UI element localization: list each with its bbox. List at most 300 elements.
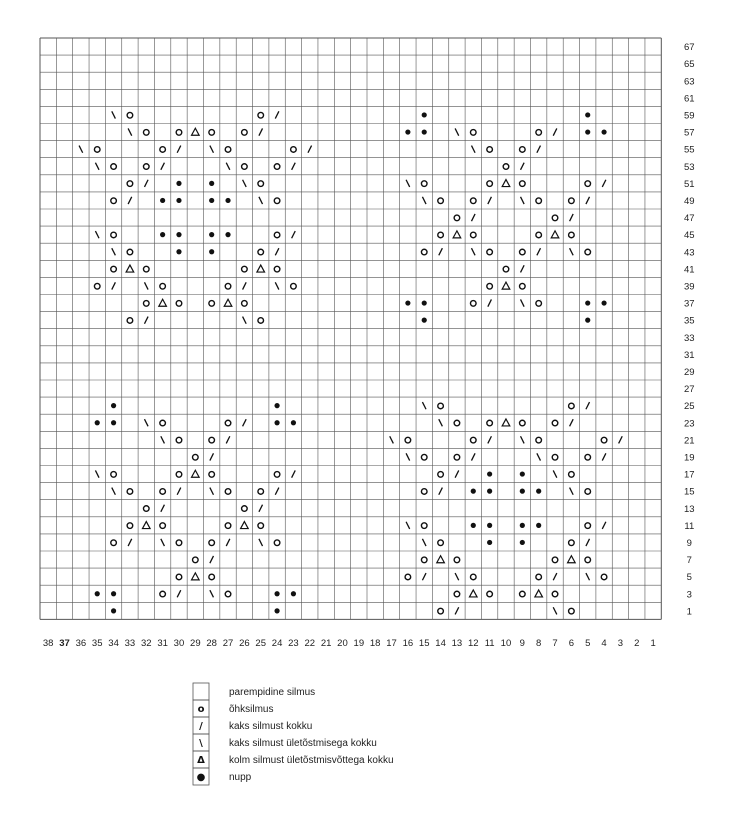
bobble-symbol bbox=[209, 198, 214, 203]
ssk-symbol bbox=[422, 402, 426, 409]
bobble-symbol bbox=[111, 608, 116, 613]
k2tog-symbol bbox=[471, 453, 475, 460]
yarn-over-symbol bbox=[536, 198, 542, 204]
yarn-over-symbol bbox=[127, 489, 133, 495]
yarn-over-symbol bbox=[225, 283, 231, 289]
sk2p-symbol bbox=[192, 573, 200, 580]
ssk-symbol bbox=[471, 248, 475, 255]
yarn-over-symbol bbox=[536, 232, 542, 238]
yarn-over-symbol bbox=[111, 266, 117, 272]
ssk-symbol bbox=[210, 488, 214, 495]
yarn-over-symbol bbox=[520, 181, 526, 187]
bobble-symbol bbox=[95, 420, 100, 425]
column-label: 30 bbox=[173, 638, 185, 649]
bobble-symbol bbox=[520, 523, 525, 528]
ssk-symbol bbox=[570, 488, 574, 495]
bobble-symbol bbox=[520, 471, 525, 476]
column-label: 25 bbox=[255, 638, 267, 649]
sk2p-symbol bbox=[126, 265, 134, 272]
yarn-over-symbol bbox=[503, 266, 509, 272]
k2tog-symbol bbox=[226, 436, 230, 443]
yarn-over-symbol bbox=[536, 301, 542, 307]
k2tog-symbol bbox=[602, 453, 606, 460]
bobble-symbol bbox=[422, 300, 427, 305]
yarn-over-symbol bbox=[552, 557, 558, 563]
row-label: 39 bbox=[684, 281, 695, 293]
sk2p-symbol bbox=[142, 522, 150, 529]
yarn-over-symbol bbox=[438, 232, 444, 238]
bobble-symbol bbox=[291, 420, 296, 425]
ssk-symbol bbox=[259, 197, 263, 204]
yarn-over-symbol bbox=[94, 147, 100, 153]
k2tog-symbol bbox=[292, 470, 296, 477]
yarn-over-symbol bbox=[258, 181, 264, 187]
ssk-symbol bbox=[243, 180, 247, 187]
yarn-over-symbol bbox=[520, 591, 526, 597]
k2tog-symbol bbox=[586, 402, 590, 409]
yarn-over-symbol bbox=[585, 523, 591, 529]
yarn-over-symbol bbox=[242, 266, 248, 272]
yarn-over-symbol bbox=[143, 130, 149, 136]
k2tog-symbol bbox=[308, 146, 312, 153]
row-label: 51 bbox=[684, 178, 695, 190]
k2tog-symbol bbox=[586, 539, 590, 546]
yarn-over-symbol bbox=[421, 181, 427, 187]
yarn-over-symbol bbox=[274, 266, 280, 272]
column-label: 19 bbox=[353, 638, 365, 649]
row-label: 31 bbox=[684, 349, 695, 361]
ssk-symbol bbox=[161, 436, 165, 443]
yarn-over-symbol bbox=[438, 608, 444, 614]
yarn-over-symbol bbox=[454, 557, 460, 563]
k2tog-symbol bbox=[210, 453, 214, 460]
k2tog-symbol bbox=[161, 505, 165, 512]
yarn-over-symbol bbox=[536, 574, 542, 580]
row-label: 13 bbox=[684, 503, 695, 515]
bobble-symbol bbox=[520, 540, 525, 545]
yarn-over-symbol bbox=[569, 198, 575, 204]
column-label: 35 bbox=[91, 638, 103, 649]
column-label: 37 bbox=[59, 638, 70, 649]
yarn-over-symbol bbox=[111, 164, 117, 170]
row-label: 11 bbox=[684, 520, 695, 532]
yarn-over-symbol bbox=[143, 301, 149, 307]
bobble-symbol bbox=[520, 489, 525, 494]
bobble-symbol bbox=[422, 318, 427, 323]
ssk-symbol bbox=[161, 539, 165, 546]
yarn-over-symbol bbox=[569, 540, 575, 546]
yarn-over-symbol bbox=[438, 403, 444, 409]
yarn-over-symbol bbox=[520, 249, 526, 255]
row-label: 45 bbox=[684, 230, 695, 242]
yarn-over-symbol bbox=[503, 164, 509, 170]
column-label: 24 bbox=[271, 638, 283, 649]
yarn-over-symbol bbox=[127, 181, 133, 187]
bobble-symbol bbox=[95, 591, 100, 596]
legend-label-sk2p: kolm silmust ületõstmisvõttega kokku bbox=[229, 755, 394, 766]
row-label: 41 bbox=[684, 264, 695, 276]
column-label: 34 bbox=[108, 638, 119, 649]
column-label: 7 bbox=[552, 638, 558, 649]
row-label: 35 bbox=[684, 315, 695, 327]
k2tog-symbol bbox=[292, 231, 296, 238]
ssk-symbol bbox=[112, 488, 116, 495]
k2tog-symbol bbox=[488, 436, 492, 443]
yarn-over-symbol bbox=[242, 506, 248, 512]
ssk-symbol bbox=[112, 111, 116, 118]
yarn-over-symbol bbox=[160, 420, 166, 426]
yarn-over-symbol bbox=[487, 249, 493, 255]
row-label: 67 bbox=[684, 42, 695, 54]
column-label: 18 bbox=[369, 638, 381, 649]
column-label: 22 bbox=[304, 638, 316, 649]
yarn-over-symbol bbox=[487, 181, 493, 187]
row-label: 57 bbox=[684, 127, 695, 139]
yarn-over-symbol bbox=[438, 472, 444, 478]
yarn-over-symbol bbox=[176, 301, 182, 307]
yarn-over-symbol bbox=[193, 557, 199, 563]
legend-glyph-ssk: \ bbox=[199, 738, 203, 750]
sk2p-symbol bbox=[568, 556, 576, 563]
yarn-over-symbol bbox=[176, 130, 182, 136]
column-label: 11 bbox=[484, 638, 495, 649]
bobble-symbol bbox=[471, 523, 476, 528]
k2tog-symbol bbox=[602, 180, 606, 187]
yarn-over-symbol bbox=[242, 301, 248, 307]
column-label: 26 bbox=[239, 638, 250, 649]
ssk-symbol bbox=[439, 419, 443, 426]
yarn-over-symbol bbox=[470, 574, 476, 580]
ssk-symbol bbox=[226, 163, 230, 170]
column-label: 8 bbox=[536, 638, 542, 649]
yarn-over-symbol bbox=[470, 130, 476, 136]
bobble-symbol bbox=[601, 129, 606, 134]
yarn-over-symbol bbox=[274, 540, 280, 546]
yarn-over-symbol bbox=[470, 437, 476, 443]
ssk-symbol bbox=[422, 197, 426, 204]
column-label: 12 bbox=[467, 638, 479, 649]
legend-label-ssk: kaks silmust ületõstmisega kokku bbox=[229, 738, 377, 749]
yarn-over-symbol bbox=[127, 523, 133, 529]
column-label: 16 bbox=[402, 638, 414, 649]
yarn-over-symbol bbox=[291, 283, 297, 289]
yarn-over-symbol bbox=[569, 472, 575, 478]
k2tog-symbol bbox=[488, 197, 492, 204]
column-label: 21 bbox=[320, 638, 332, 649]
bobble-symbol bbox=[422, 129, 427, 134]
bobble-symbol bbox=[225, 232, 230, 237]
column-label: 23 bbox=[288, 638, 299, 649]
k2tog-symbol bbox=[521, 265, 525, 272]
bobble-symbol bbox=[160, 198, 165, 203]
yarn-over-symbol bbox=[585, 557, 591, 563]
row-label: 33 bbox=[684, 332, 695, 344]
ssk-symbol bbox=[406, 522, 410, 529]
legend-glyph-bobble: ● bbox=[196, 772, 206, 784]
k2tog-symbol bbox=[275, 488, 279, 495]
yarn-over-symbol bbox=[585, 489, 591, 495]
yarn-over-symbol bbox=[225, 523, 231, 529]
ssk-symbol bbox=[471, 146, 475, 153]
ssk-symbol bbox=[95, 231, 99, 238]
yarn-over-symbol bbox=[454, 591, 460, 597]
yarn-over-symbol bbox=[487, 591, 493, 597]
yarn-over-symbol bbox=[274, 472, 280, 478]
yarn-over-symbol bbox=[569, 608, 575, 614]
row-label: 59 bbox=[684, 110, 695, 122]
sk2p-symbol bbox=[502, 180, 510, 187]
sk2p-symbol bbox=[502, 419, 510, 426]
ssk-symbol bbox=[95, 163, 99, 170]
legend-label-k2tog: kaks silmust kokku bbox=[229, 721, 313, 732]
yarn-over-symbol bbox=[569, 232, 575, 238]
k2tog-symbol bbox=[439, 248, 443, 255]
column-label: 1 bbox=[650, 638, 656, 649]
column-label: 4 bbox=[601, 638, 607, 649]
ssk-symbol bbox=[553, 607, 557, 614]
legend-label-knit: parempidine silmus bbox=[229, 687, 316, 698]
yarn-over-symbol bbox=[209, 540, 215, 546]
row-label: 15 bbox=[684, 486, 695, 498]
legend-label-bobble: nupp bbox=[229, 772, 252, 783]
row-label: 17 bbox=[684, 469, 695, 481]
yarn-over-symbol bbox=[421, 523, 427, 529]
yarn-over-symbol bbox=[143, 506, 149, 512]
column-label: 27 bbox=[222, 638, 234, 649]
k2tog-symbol bbox=[243, 419, 247, 426]
yarn-over-symbol bbox=[421, 557, 427, 563]
ssk-symbol bbox=[79, 146, 83, 153]
row-number-labels bbox=[684, 42, 695, 617]
column-label: 9 bbox=[519, 638, 525, 649]
bobble-symbol bbox=[585, 112, 590, 117]
bobble-symbol bbox=[209, 249, 214, 254]
k2tog-symbol bbox=[275, 111, 279, 118]
k2tog-symbol bbox=[521, 163, 525, 170]
bobble-symbol bbox=[487, 489, 492, 494]
ssk-symbol bbox=[275, 282, 279, 289]
sk2p-symbol bbox=[192, 128, 200, 135]
bobble-symbol bbox=[176, 181, 181, 186]
yarn-over-symbol bbox=[585, 181, 591, 187]
yarn-over-symbol bbox=[585, 249, 591, 255]
yarn-over-symbol bbox=[160, 591, 166, 597]
column-number-labels bbox=[43, 638, 656, 649]
sk2p-symbol bbox=[502, 282, 510, 289]
bobble-symbol bbox=[274, 420, 279, 425]
row-label: 5 bbox=[686, 572, 692, 584]
yarn-over-symbol bbox=[274, 198, 280, 204]
k2tog-symbol bbox=[177, 146, 181, 153]
yarn-over-symbol bbox=[552, 215, 558, 221]
yarn-over-symbol bbox=[111, 540, 117, 546]
k2tog-symbol bbox=[553, 128, 557, 135]
ssk-symbol bbox=[128, 128, 132, 135]
column-label: 31 bbox=[157, 638, 168, 649]
yarn-over-symbol bbox=[487, 283, 493, 289]
k2tog-symbol bbox=[602, 522, 606, 529]
row-label: 37 bbox=[684, 298, 695, 310]
row-label: 21 bbox=[684, 435, 695, 447]
row-label: 19 bbox=[684, 452, 695, 464]
bobble-symbol bbox=[471, 489, 476, 494]
ssk-symbol bbox=[95, 470, 99, 477]
k2tog-symbol bbox=[455, 470, 459, 477]
sk2p-symbol bbox=[192, 470, 200, 477]
k2tog-symbol bbox=[144, 317, 148, 324]
yarn-over-symbol bbox=[127, 112, 133, 118]
yarn-over-symbol bbox=[111, 472, 117, 478]
bobble-symbol bbox=[274, 591, 279, 596]
yarn-over-symbol bbox=[209, 574, 215, 580]
k2tog-symbol bbox=[553, 573, 557, 580]
bobble-symbol bbox=[111, 403, 116, 408]
yarn-over-symbol bbox=[143, 266, 149, 272]
bobble-symbol bbox=[422, 112, 427, 117]
row-label: 65 bbox=[684, 59, 695, 71]
bobble-symbol bbox=[487, 471, 492, 476]
yarn-over-symbol bbox=[94, 283, 100, 289]
yarn-over-symbol bbox=[176, 540, 182, 546]
yarn-over-symbol bbox=[487, 147, 493, 153]
yarn-over-symbol bbox=[143, 164, 149, 170]
yarn-over-symbol bbox=[258, 523, 264, 529]
yarn-over-symbol bbox=[438, 198, 444, 204]
bobble-symbol bbox=[585, 300, 590, 305]
bobble-symbol bbox=[176, 198, 181, 203]
sk2p-symbol bbox=[257, 265, 265, 272]
ssk-symbol bbox=[586, 573, 590, 580]
yarn-over-symbol bbox=[160, 283, 166, 289]
sk2p-symbol bbox=[241, 522, 249, 529]
row-label: 61 bbox=[684, 93, 695, 105]
yarn-over-symbol bbox=[454, 215, 460, 221]
yarn-over-symbol bbox=[209, 130, 215, 136]
ssk-symbol bbox=[570, 248, 574, 255]
bobble-symbol bbox=[209, 181, 214, 186]
ssk-symbol bbox=[537, 453, 541, 460]
bobble-symbol bbox=[209, 232, 214, 237]
ssk-symbol bbox=[553, 470, 557, 477]
column-label: 3 bbox=[617, 638, 624, 649]
sk2p-symbol bbox=[469, 590, 477, 597]
ssk-symbol bbox=[390, 436, 394, 443]
column-label: 29 bbox=[190, 638, 201, 649]
column-label: 13 bbox=[451, 638, 463, 649]
row-label: 53 bbox=[684, 161, 695, 173]
yarn-over-symbol bbox=[209, 472, 215, 478]
yarn-over-symbol bbox=[569, 403, 575, 409]
yarn-over-symbol bbox=[274, 232, 280, 238]
legend-glyph-o: o bbox=[197, 704, 205, 716]
yarn-over-symbol bbox=[405, 437, 411, 443]
ssk-symbol bbox=[112, 248, 116, 255]
bobble-symbol bbox=[405, 300, 410, 305]
yarn-over-symbol bbox=[487, 420, 493, 426]
row-label: 49 bbox=[684, 195, 695, 207]
yarn-over-symbol bbox=[242, 164, 248, 170]
ssk-symbol bbox=[144, 419, 148, 426]
bobble-symbol bbox=[274, 608, 279, 613]
yarn-over-symbol bbox=[225, 420, 231, 426]
k2tog-symbol bbox=[586, 197, 590, 204]
k2tog-symbol bbox=[226, 539, 230, 546]
yarn-over-symbol bbox=[585, 454, 591, 460]
column-label: 2 bbox=[634, 638, 640, 649]
k2tog-symbol bbox=[439, 488, 443, 495]
column-label: 20 bbox=[337, 638, 348, 649]
column-label: 15 bbox=[418, 638, 430, 649]
k2tog-symbol bbox=[537, 248, 541, 255]
yarn-over-symbol bbox=[520, 283, 526, 289]
yarn-over-symbol bbox=[421, 249, 427, 255]
yarn-over-symbol bbox=[454, 454, 460, 460]
yarn-over-symbol bbox=[552, 420, 558, 426]
yarn-over-symbol bbox=[421, 489, 427, 495]
bobble-symbol bbox=[111, 591, 116, 596]
yarn-over-symbol bbox=[258, 318, 264, 324]
bobble-symbol bbox=[585, 129, 590, 134]
yarn-over-symbol bbox=[209, 437, 215, 443]
legend-glyph-k2tog: / bbox=[199, 721, 203, 733]
yarn-over-symbol bbox=[601, 574, 607, 580]
bobble-symbol bbox=[274, 403, 279, 408]
bobble-symbol bbox=[225, 198, 230, 203]
row-label: 9 bbox=[686, 537, 692, 549]
column-label: 17 bbox=[386, 638, 397, 649]
k2tog-symbol bbox=[112, 282, 116, 289]
k2tog-symbol bbox=[537, 146, 541, 153]
ssk-symbol bbox=[521, 299, 525, 306]
sk2p-symbol bbox=[535, 590, 543, 597]
bobble-symbol bbox=[487, 540, 492, 545]
k2tog-symbol bbox=[422, 573, 426, 580]
yarn-over-symbol bbox=[520, 420, 526, 426]
row-label: 29 bbox=[684, 366, 695, 378]
yarn-over-symbol bbox=[111, 198, 117, 204]
sk2p-symbol bbox=[159, 299, 167, 306]
yarn-over-symbol bbox=[176, 437, 182, 443]
bobble-symbol bbox=[176, 249, 181, 254]
row-label: 47 bbox=[684, 213, 695, 225]
legend-box-knit bbox=[193, 683, 209, 700]
column-label: 10 bbox=[500, 638, 512, 649]
yarn-over-symbol bbox=[438, 540, 444, 546]
yarn-over-symbol bbox=[242, 130, 248, 136]
yarn-over-symbol bbox=[601, 437, 607, 443]
yarn-over-symbol bbox=[111, 232, 117, 238]
bobble-symbol bbox=[291, 591, 296, 596]
yarn-over-symbol bbox=[176, 472, 182, 478]
k2tog-symbol bbox=[128, 197, 132, 204]
row-label: 1 bbox=[686, 606, 692, 618]
yarn-over-symbol bbox=[127, 249, 133, 255]
bobble-symbol bbox=[160, 232, 165, 237]
yarn-over-symbol bbox=[454, 420, 460, 426]
column-label: 38 bbox=[42, 638, 54, 649]
ssk-symbol bbox=[455, 573, 459, 580]
column-label: 32 bbox=[140, 638, 152, 649]
k2tog-symbol bbox=[292, 163, 296, 170]
yarn-over-symbol bbox=[470, 198, 476, 204]
ssk-symbol bbox=[521, 436, 525, 443]
k2tog-symbol bbox=[177, 590, 181, 597]
yarn-over-symbol bbox=[258, 489, 264, 495]
legend-label-o: õhksilmus bbox=[229, 704, 274, 715]
k2tog-symbol bbox=[259, 128, 263, 135]
ssk-symbol bbox=[259, 539, 263, 546]
k2tog-symbol bbox=[128, 539, 132, 546]
